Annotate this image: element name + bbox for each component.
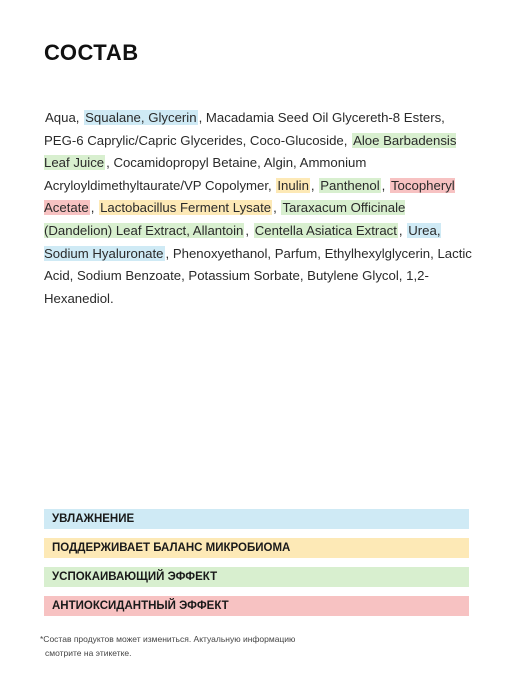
ingredient-highlight-green: Panthenol	[320, 177, 380, 193]
ingredient-text: ,	[310, 177, 319, 193]
ingredient-highlight-green: Aloe Barbadensis Leaf Juice	[44, 132, 457, 171]
ingredient-highlight-red: Tocopheryl Acetate	[44, 177, 455, 216]
ingredient-highlight-blue: Squalane, Glycerin	[85, 110, 197, 125]
legend-item-antioxidant: АНТИОКСИДАНТНЫЙ ЭФФЕКТ	[44, 596, 469, 616]
footnote	[40, 632, 400, 660]
ingredient-text: , Macadamia Seed Oil Glycereth-8 Esters, PEG-6 Caprylic/Capric Glycerides, Coco-Glucoside,	[44, 110, 445, 148]
ingredient-highlight-green: Taraxacum Officinale (Dandelion) Leaf Extract, Allantoin	[44, 200, 406, 238]
ingredient-text: , Cocamidopropyl Betaine, Algin, Ammonium Acryloyldimethyltaurate/VP Copolymer,	[44, 155, 367, 193]
ingredient-text: Aqua,	[45, 110, 84, 125]
ingredient-text: , Phenoxyethanol, Parfum, Ethylhexylglycerin, Lactic Acid, Sodium Benzoate, Potassium Sorbate, Butylene Glycol, 1,2-Hexanediol.	[44, 245, 472, 306]
ingredient-text: ,	[273, 200, 281, 216]
legend-item-microbiome: ПОДДЕРЖИВАЕТ БАЛАНС МИКРОБИОМА	[44, 538, 469, 558]
ingredient-highlight-yellow: Lactobacillus Ferment Lysate	[100, 200, 272, 216]
ingredient-text: ,	[398, 222, 407, 238]
ingredient-highlight-green: Centella Asiatica Extract	[254, 222, 397, 238]
ingredient-highlight-blue: Urea, Sodium Hyaluronate	[44, 222, 441, 261]
ingredient-text: ,	[245, 222, 253, 238]
legend-item-soothing: УСПОКАИВАЮЩИЙ ЭФФЕКТ	[44, 567, 469, 587]
footnote-line-1: *Состав продуктов может измениться. Актуальную информацию	[40, 634, 296, 644]
page-title: СОСТАВ	[44, 40, 139, 65]
ingredient-highlight-yellow: Inulin	[277, 177, 309, 193]
ingredient-text: ,	[90, 200, 99, 216]
footnote-line-2: смотрите на этикетке.	[45, 648, 132, 658]
legend-item-moisturizing: УВЛАЖНЕНИЕ	[44, 509, 469, 529]
ingredients-list	[44, 107, 474, 310]
ingredient-text: ,	[381, 177, 389, 193]
legend	[44, 509, 469, 625]
